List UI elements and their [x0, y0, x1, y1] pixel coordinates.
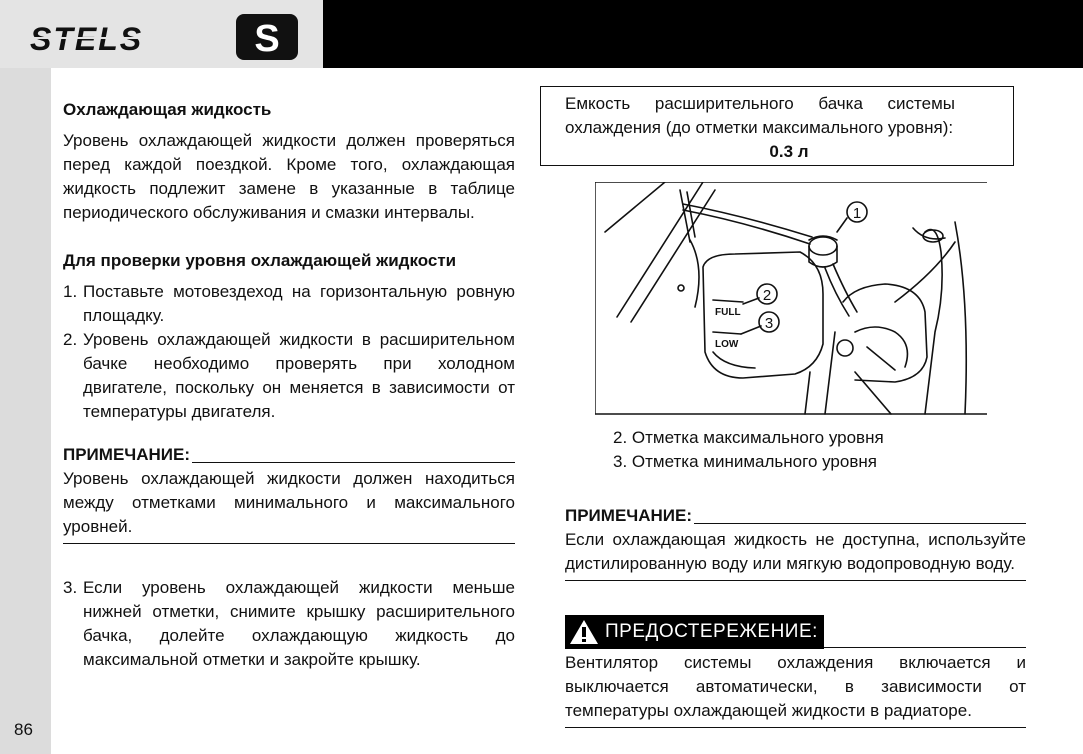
note-rule [192, 462, 515, 463]
note-bottom-rule [565, 580, 1026, 581]
brand-logo [0, 0, 323, 68]
step-number: 3. [63, 578, 78, 597]
legend-number: 3. [613, 452, 628, 471]
coolant-reservoir-diagram [595, 182, 987, 416]
callout-2: 2 [762, 287, 772, 304]
left-column [63, 98, 515, 672]
note-heading [565, 504, 1026, 528]
list-item [63, 576, 515, 672]
step-text: Уровень охлаждающей жидкости в расширительном бачке необходимо проверять при холодном двигателе, поскольку он меняется в зависимости от температуры двигателя. [83, 330, 515, 421]
callout-1: 1 [852, 205, 862, 222]
note-text: Если охлаждающая жидкость не доступна, используйте дистилированную воду или мягкую водопроводную воду. [565, 530, 1026, 573]
warning-badge [565, 615, 824, 649]
step-text: Поставьте мотовездеход на горизонтальную ровную площадку. [83, 282, 515, 325]
warning-label: ПРЕДОСТЕРЕЖЕНИЕ: [605, 621, 818, 642]
warning-heading [565, 615, 1026, 649]
check-title: Для проверки уровня охлаждающей жидкости [63, 251, 457, 270]
brand-wordmark: STELS [30, 21, 144, 57]
page-margin-strip [0, 0, 51, 754]
warning-block [565, 615, 1026, 728]
steps-list [63, 280, 515, 424]
legend-text: Отметка максимального уровня [631, 428, 884, 447]
legend-item [613, 426, 993, 450]
legend-number: 2. [613, 428, 628, 447]
note-label: ПРИМЕЧАНИЕ: [63, 445, 190, 464]
note-bottom-rule [63, 543, 515, 544]
note-text: Уровень охлаждающей жидкости должен находиться между отметками минимального и максимального уровней. [63, 469, 515, 536]
warning-triangle-icon [569, 619, 599, 645]
full-mark-label: FULL [715, 307, 741, 318]
capacity-value: 0.3 л [769, 142, 809, 161]
warning-rule [824, 647, 1026, 648]
low-mark-label: LOW [715, 339, 739, 350]
capacity-text: Емкость расширительного бачка системы охлаждения (до отметки максимального уровня): [565, 94, 955, 137]
right-note [565, 504, 1026, 581]
list-item [63, 328, 515, 424]
note-rule [694, 523, 1026, 524]
legend-item [613, 450, 993, 474]
callout-3: 3 [764, 315, 774, 332]
warning-text: Вентилятор системы охлаждения включается и выключается автоматически, в зависимости от температуры охлаждающей жидкости в радиаторе. [565, 653, 1026, 720]
page-number: 86 [14, 720, 33, 739]
coolant-paragraph: Уровень охлаждающей жидкости должен проверяться перед каждой поездкой. Кроме того, охлаждающая жидкость подлежит замене в указанные в таблице периодического обслуживания и смазки интервалы. [63, 131, 515, 222]
list-item [63, 280, 515, 328]
step-number: 2. [63, 330, 78, 349]
step-text: Если уровень охлаждающей жидкости меньше нижней отметки, снимите крышку расширительного бачка, долейте охлаждающую жидкость до максимальной отметки и закройте крышку. [83, 578, 515, 669]
note-label: ПРИМЕЧАНИЕ: [565, 506, 692, 525]
note-heading [63, 443, 515, 467]
warning-bottom-rule [565, 727, 1026, 728]
legend-text: Отметка минимального уровня [631, 452, 877, 471]
step3-list [63, 576, 515, 672]
diagram-legend [613, 426, 993, 474]
brand-letter-badge: S [254, 18, 280, 60]
step-number: 1. [63, 282, 78, 301]
capacity-box [540, 86, 1014, 166]
coolant-title: Охлаждающая жидкость [63, 100, 272, 119]
